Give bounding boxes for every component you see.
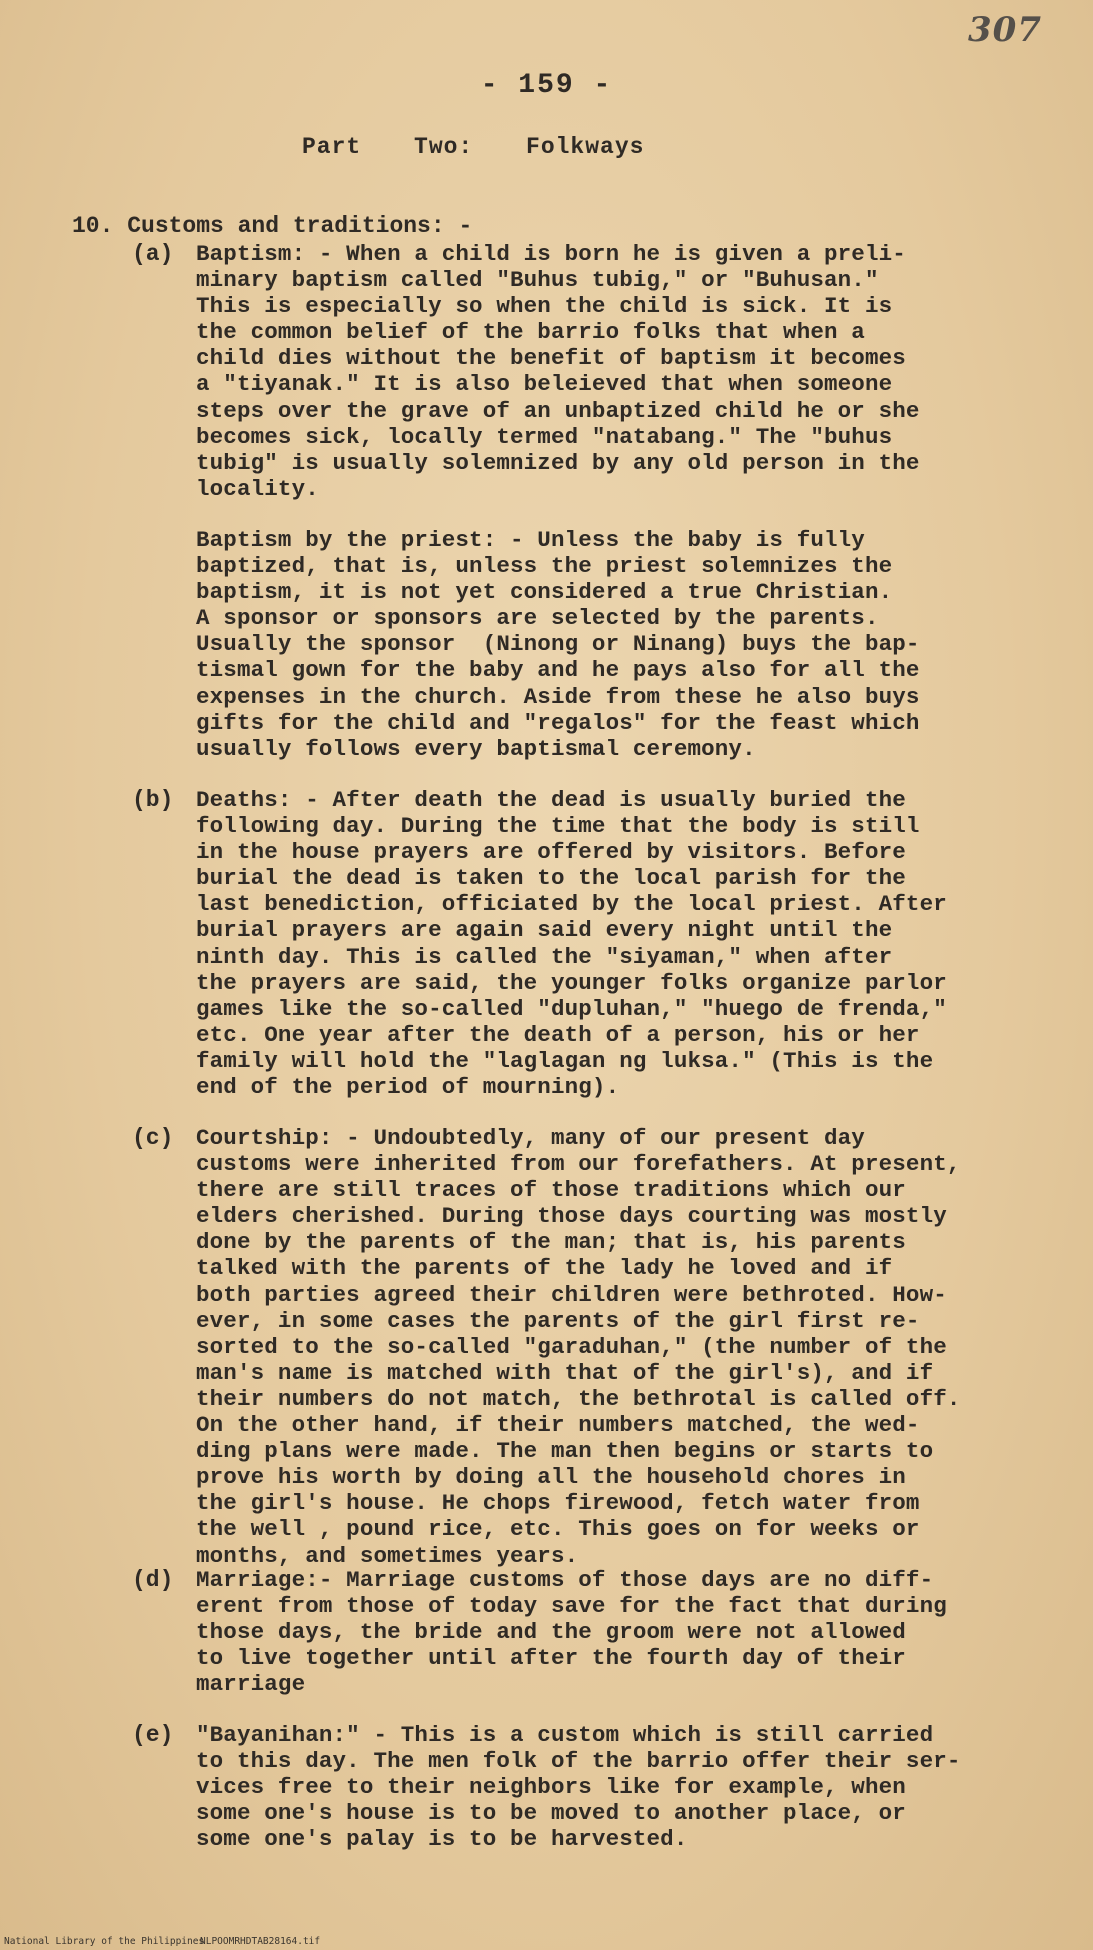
paragraph-baptism-priest: Baptism by the priest: - Unless the baby is fully baptized, that is, unless the priest solemnizes the baptism, it is not yet considered a true Christian. A sponsor or sponsors are selected by the parents. Usually the sponsor (Ninong or Ninang) buys the bap- tismal gown for the baby and he pays also for all the expenses in the church. Aside from these he also buys gifts for the child and "regalos" for the feast which usually follows every baptismal ceremony. xyxy=(196,527,920,762)
folio-mark: 307 xyxy=(968,10,1042,50)
item-label-b: (b) xyxy=(132,787,174,813)
section-heading: 10. Customs and traditions: - xyxy=(72,213,473,239)
footer-library-name: National Library of the Philippines xyxy=(4,1936,205,1947)
item-label-c: (c) xyxy=(132,1125,174,1151)
item-label-a: (a) xyxy=(132,241,174,267)
paragraph-baptism: Baptism: - When a child is born he is given a preli- minary baptism called "Buhus tubig," or "Buhusan." This is especially so when the child is sick. It is the common belief of the barrio folks that when a child dies without the benefit of baptism it becomes a "tiyanak." It is also beleieved that when someone steps over the grave of an unbaptized child he or she becomes sick, locally termed "natabang." The "buhus tubig" is usually solemnized by any old person in the locality. xyxy=(196,241,920,502)
paragraph-courtship: Courtship: - Undoubtedly, many of our present day customs were inherited from our forefathers. At present, there are still traces of those traditions which our elders cherished. During those days courting was mostly done by the parents of the man; that is, his parents talked with the parents of the lady he loved and if both parties agreed their children were bethroted. How- ever, in some cases the parents of the girl first re- sorted to the so-called "garaduhan," (the number of the man's name is matched with that of the girl's), and if their numbers do not match, the bethrotal is called off. On the other hand, if their numbers matched, the wed- ding plans were made. The man then begins or starts to prove his worth by doing all the household chores in the girl's house. He chops firewood, fetch water from the well , pound rice, etc. This goes on for weeks or months, and sometimes years. xyxy=(196,1125,961,1569)
page-number: - 159 - xyxy=(480,70,613,101)
part-heading: Part Two: Folkways xyxy=(302,134,645,160)
item-label-e: (e) xyxy=(132,1722,174,1748)
item-label-d: (d) xyxy=(132,1567,174,1593)
footer-file-name: NLPOOMRHDTAB28164.tif xyxy=(200,1936,321,1947)
paragraph-bayanihan: "Bayanihan:" - This is a custom which is still carried to this day. The men folk of the barrio offer their ser- vices free to their neighbors like for example, when some one's house is to be moved to another place, or some one's palay is to be harvested. xyxy=(196,1722,961,1853)
paragraph-marriage: Marriage:- Marriage customs of those days are no diff- erent from those of today save for the fact that during those days, the bride and the groom were not allowed to live together until after the fourth day of their marriage xyxy=(196,1567,947,1698)
paragraph-deaths: Deaths: - After death the dead is usually buried the following day. During the time that the body is still in the house prayers are offered by visitors. Before burial the dead is taken to the local parish for the last benediction, officiated by the local priest. After burial prayers are again said every night until the ninth day. This is called the "siyaman," when after the prayers are said, the younger folks organize parlor games like the so-called "dupluhan," "huego de frenda," etc. One year after the death of a person, his or her family will hold the "laglagan ng luksa." (This is the end of the period of mourning). xyxy=(196,787,947,1101)
